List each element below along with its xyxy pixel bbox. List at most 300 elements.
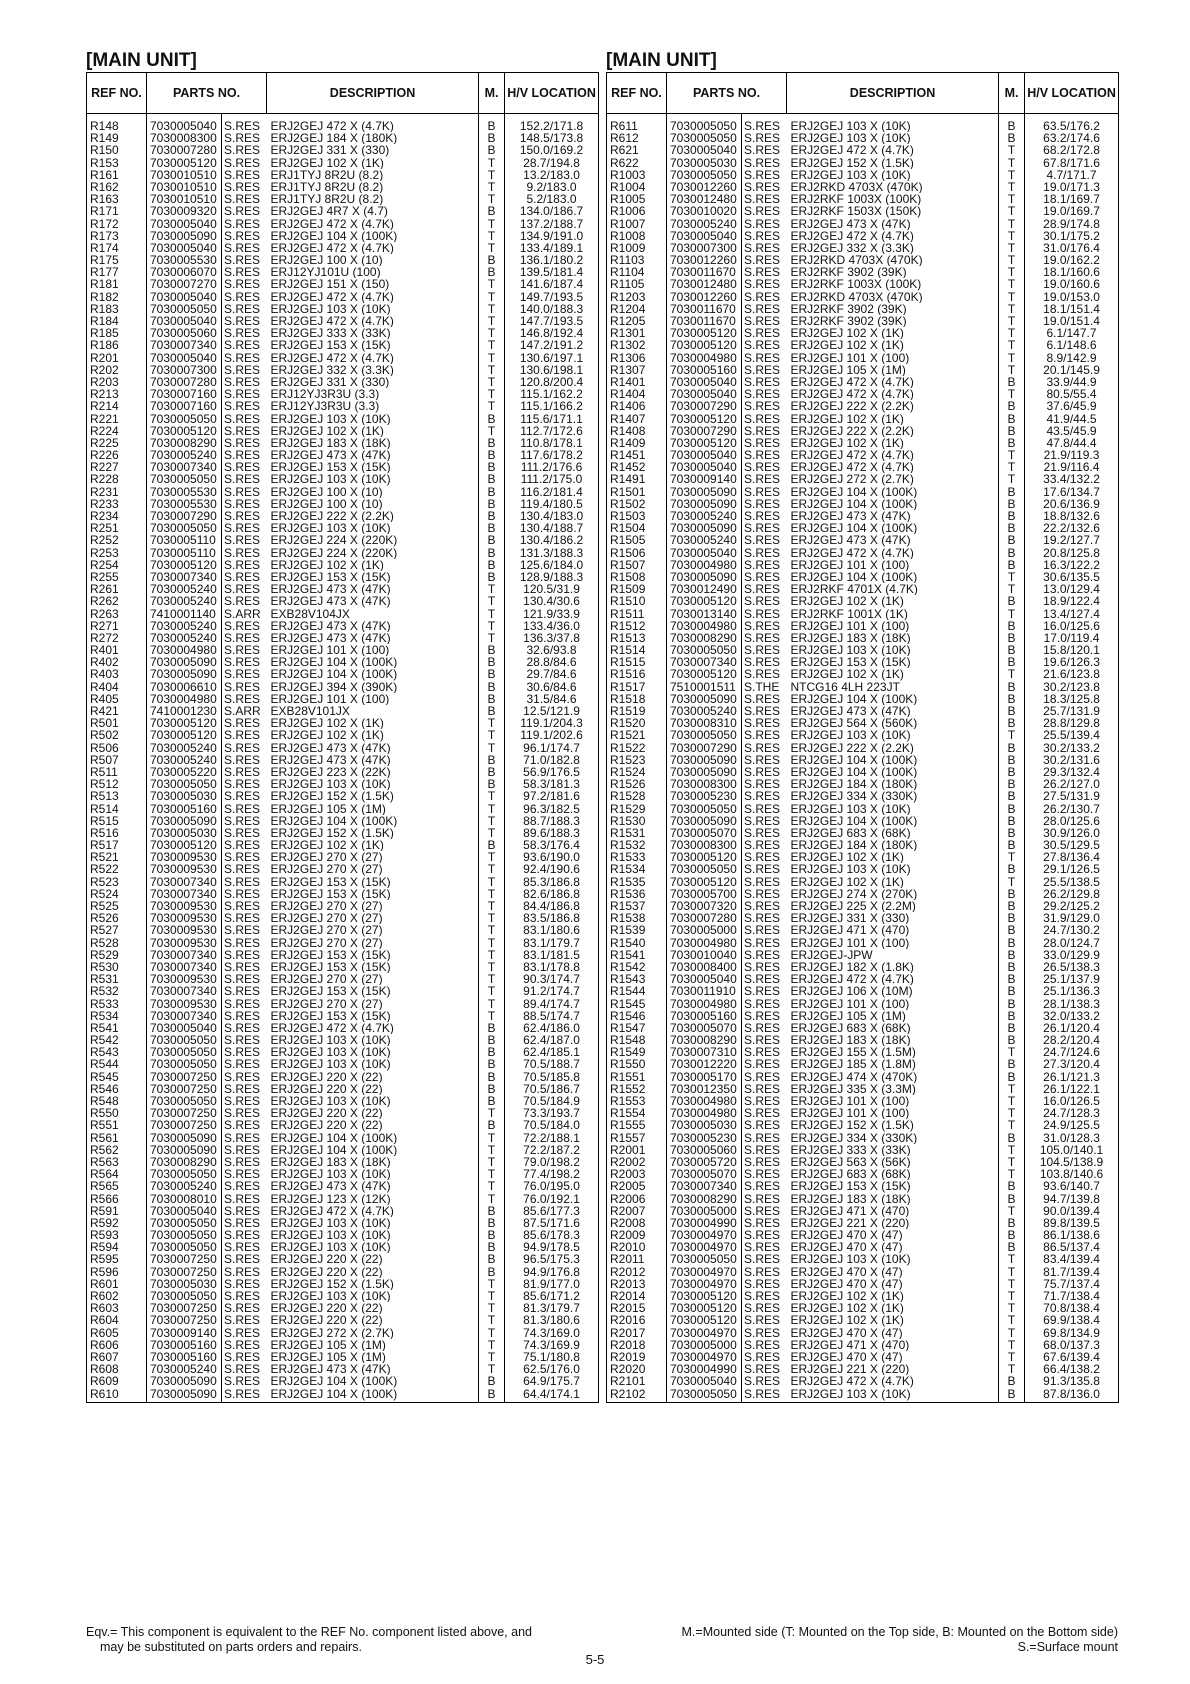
parts-no: 7030005090 — [667, 498, 742, 510]
hv-location: 28.8/84.6 — [505, 656, 599, 668]
mounted-side: T — [999, 473, 1025, 485]
parts-type: S.RES — [222, 205, 267, 217]
table-row — [607, 327, 1119, 339]
mounted-side: B — [479, 1095, 505, 1107]
mounted-side: B — [999, 632, 1025, 644]
hv-location: 76.0/195.0 — [505, 1180, 599, 1192]
hv-location: 94.9/176.8 — [505, 1266, 599, 1278]
table-row — [87, 230, 599, 242]
parts-no: 7030007250 — [147, 1119, 222, 1131]
parts-type: S.RES — [742, 1253, 787, 1265]
hv-location: 28.1/138.3 — [1025, 998, 1119, 1010]
hv-location: 28.9/174.8 — [1025, 218, 1119, 230]
hv-location: 25.7/131.9 — [1025, 705, 1119, 717]
table-row — [607, 949, 1119, 961]
ref-no: R1510 — [607, 595, 667, 607]
mounted-side: B — [479, 1229, 505, 1241]
table-row — [607, 1071, 1119, 1083]
table-row — [87, 114, 599, 133]
parts-no: 7030004980 — [667, 1107, 742, 1119]
table-row — [607, 364, 1119, 376]
parts-type: S.RES — [222, 595, 267, 607]
table-row — [607, 315, 1119, 327]
description: ERJ2GEJ 473 X (47K) — [267, 449, 479, 461]
ref-no: R1491 — [607, 473, 667, 485]
mounted-side: B — [479, 498, 505, 510]
parts-no: 7030004970 — [667, 1229, 742, 1241]
description: ERJ2GEJ 334 X (330K) — [787, 1132, 999, 1144]
parts-type: S.RES — [742, 1046, 787, 1058]
ref-no: R1452 — [607, 461, 667, 473]
mounted-side: T — [479, 717, 505, 729]
mounted-side: B — [999, 498, 1025, 510]
mounted-side: B — [479, 522, 505, 534]
parts-type: S.RES — [742, 766, 787, 778]
parts-type: S.RES — [222, 254, 267, 266]
parts-type: S.RES — [742, 778, 787, 790]
header-description: DESCRIPTION — [787, 73, 999, 114]
table-row — [607, 547, 1119, 559]
ref-no: R2018 — [607, 1339, 667, 1351]
parts-type: S.RES — [742, 595, 787, 607]
description: ERJ2GEJ 102 X (1K) — [787, 876, 999, 888]
description: ERJ2GEJ 153 X (15K) — [267, 1010, 479, 1022]
table-row — [87, 144, 599, 156]
ref-no: R542 — [87, 1034, 147, 1046]
hv-location: 75.1/180.8 — [505, 1351, 599, 1363]
description: ERJ2GEJ 152 X (1.5K) — [267, 827, 479, 839]
ref-no: R234 — [87, 510, 147, 522]
description: ERJ2GEJ 473 X (47K) — [267, 595, 479, 607]
description: ERJ2GEJ 103 X (10K) — [787, 729, 999, 741]
hv-location: 140.0/188.3 — [505, 303, 599, 315]
description: ERJ2GEJ 272 X (2.7K) — [267, 1327, 479, 1339]
parts-no: 7030004980 — [667, 937, 742, 949]
surface-mount-note: S.=Surface mount — [1017, 1640, 1118, 1654]
hv-location: 30.6/135.5 — [1025, 571, 1119, 583]
description: ERJ2GEJ 221 X (220) — [787, 1217, 999, 1229]
parts-type: S.RES — [742, 339, 787, 351]
ref-no: R1306 — [607, 352, 667, 364]
table-row — [87, 437, 599, 449]
parts-type: S.RES — [742, 364, 787, 376]
mounted-side: T — [999, 449, 1025, 461]
hv-location: 31.5/84.6 — [505, 693, 599, 705]
table-row — [87, 924, 599, 936]
hv-location: 85.6/177.3 — [505, 1205, 599, 1217]
hv-location: 24.9/125.5 — [1025, 1119, 1119, 1131]
description: ERJ2GEJ 104 X (100K) — [787, 693, 999, 705]
parts-no: 7030005530 — [147, 254, 222, 266]
hv-location: 82.6/186.8 — [505, 888, 599, 900]
mounted-side: B — [999, 973, 1025, 985]
table-row — [607, 230, 1119, 242]
parts-no: 7030005090 — [147, 1144, 222, 1156]
ref-no: R255 — [87, 571, 147, 583]
table-row — [607, 1156, 1119, 1168]
parts-no: 7030005040 — [667, 376, 742, 388]
parts-type: S.RES — [742, 425, 787, 437]
table-row — [607, 1388, 1119, 1403]
description: ERJ2GEJ 224 X (220K) — [267, 534, 479, 546]
mounted-side: B — [999, 1132, 1025, 1144]
ref-no: R262 — [87, 595, 147, 607]
parts-type: S.RES — [222, 303, 267, 315]
hv-location: 58.3/176.4 — [505, 839, 599, 851]
hv-location: 115.1/162.2 — [505, 388, 599, 400]
mounted-side: T — [479, 1351, 505, 1363]
table-row — [607, 1327, 1119, 1339]
ref-no: R544 — [87, 1058, 147, 1070]
mounted-side: T — [479, 230, 505, 242]
description: ERJ2GEJ 155 X (1.5M) — [787, 1046, 999, 1058]
parts-no: 7030007340 — [147, 961, 222, 973]
parts-no: 7030005240 — [147, 754, 222, 766]
table-row — [87, 1071, 599, 1083]
equivalent-note — [86, 1625, 596, 1655]
description: ERJ2GEJ 220 X (22) — [267, 1302, 479, 1314]
parts-no: 7030005050 — [147, 1217, 222, 1229]
parts-no: 7030005240 — [147, 632, 222, 644]
ref-no: R527 — [87, 924, 147, 936]
parts-type: S.RES — [222, 681, 267, 693]
ref-no: R1307 — [607, 364, 667, 376]
mounted-side: T — [479, 876, 505, 888]
ref-no: R2015 — [607, 1302, 667, 1314]
ref-no: R401 — [87, 644, 147, 656]
mounted-side: T — [479, 973, 505, 985]
hv-location: 37.6/45.9 — [1025, 400, 1119, 412]
mounted-side: B — [999, 778, 1025, 790]
table-row — [87, 181, 599, 193]
table-header — [87, 73, 599, 114]
mounted-side: T — [999, 1339, 1025, 1351]
ref-no: R1009 — [607, 242, 667, 254]
table-row — [607, 839, 1119, 851]
description: ERJ2GEJ 683 X (68K) — [787, 1168, 999, 1180]
table-row — [607, 425, 1119, 437]
parts-no: 7030005240 — [147, 1363, 222, 1375]
parts-no: 7030005240 — [667, 510, 742, 522]
description: ERJ2GEJ 394 X (390K) — [267, 681, 479, 693]
parts-type: S.RES — [222, 1022, 267, 1034]
table-row — [87, 1046, 599, 1058]
mounted-side: B — [999, 827, 1025, 839]
mounted-side: B — [479, 1058, 505, 1070]
mounted-side: T — [999, 1253, 1025, 1265]
mounted-side: B — [479, 449, 505, 461]
table-row — [87, 961, 599, 973]
ref-no: R1005 — [607, 193, 667, 205]
mounted-side: B — [479, 778, 505, 790]
mounted-side: T — [999, 1205, 1025, 1217]
mounted-side: B — [999, 437, 1025, 449]
ref-no: R515 — [87, 815, 147, 827]
description: ERJ12YJ3R3U (3.3) — [267, 388, 479, 400]
ref-no: R1006 — [607, 205, 667, 217]
hv-location: 128.9/188.3 — [505, 571, 599, 583]
parts-no: 7030004980 — [667, 1095, 742, 1107]
description: ERJ2GEJ 331 X (330) — [267, 376, 479, 388]
parts-no: 7030005240 — [667, 218, 742, 230]
hv-location: 68.2/172.8 — [1025, 144, 1119, 156]
description: ERJ2GEJ 103 X (10K) — [787, 132, 999, 144]
mounted-side: B — [479, 705, 505, 717]
parts-no: 7030005090 — [667, 693, 742, 705]
ref-no: R150 — [87, 144, 147, 156]
parts-no: 7030005040 — [147, 218, 222, 230]
parts-type: S.RES — [742, 729, 787, 741]
ref-no: R601 — [87, 1278, 147, 1290]
parts-type: S.RES — [742, 400, 787, 412]
mounted-side: T — [479, 595, 505, 607]
description: ERJ2GEJ 104 X (100K) — [267, 656, 479, 668]
ref-no: R1537 — [607, 900, 667, 912]
ref-no: R592 — [87, 1217, 147, 1229]
description: ERJ2GEJ 153 X (15K) — [787, 656, 999, 668]
mounted-side: B — [479, 754, 505, 766]
parts-no: 7030005240 — [147, 595, 222, 607]
description: ERJ2GEJ 101 X (100) — [267, 693, 479, 705]
hv-location: 41.9/44.5 — [1025, 413, 1119, 425]
ref-no: R153 — [87, 157, 147, 169]
parts-type: S.RES — [222, 754, 267, 766]
ref-no: R562 — [87, 1144, 147, 1156]
parts-no: 7030008300 — [147, 132, 222, 144]
unit-title-left: [MAIN UNIT] — [86, 50, 197, 71]
mounted-side: T — [479, 1363, 505, 1375]
table-row — [607, 114, 1119, 133]
description: ERJ2GEJ 473 X (47K) — [267, 583, 479, 595]
ref-no: R186 — [87, 339, 147, 351]
ref-no: R1407 — [607, 413, 667, 425]
parts-no: 7030007250 — [147, 1314, 222, 1326]
parts-no: 7030005120 — [667, 1290, 742, 1302]
mounted-side: T — [479, 949, 505, 961]
parts-no: 7030004980 — [667, 352, 742, 364]
table-row — [87, 364, 599, 376]
ref-no: R543 — [87, 1046, 147, 1058]
table-row — [87, 766, 599, 778]
hv-location: 150.0/169.2 — [505, 144, 599, 156]
parts-type: S.RES — [742, 1388, 787, 1403]
table-row — [87, 352, 599, 364]
ref-no: R2101 — [607, 1375, 667, 1387]
ref-no: R551 — [87, 1119, 147, 1131]
table-row — [607, 400, 1119, 412]
parts-type: S.RES — [742, 522, 787, 534]
hv-location: 29.1/126.5 — [1025, 863, 1119, 875]
parts-no: 7030005240 — [147, 1180, 222, 1192]
mounted-side: B — [479, 437, 505, 449]
hv-location: 131.3/188.3 — [505, 547, 599, 559]
page-number: 5-5 — [585, 1652, 605, 1667]
ref-no: R1103 — [607, 254, 667, 266]
mounted-side: B — [999, 132, 1025, 144]
parts-no: 7030005120 — [667, 339, 742, 351]
mounted-side: T — [479, 1180, 505, 1192]
parts-no: 7030012490 — [667, 583, 742, 595]
table-row — [87, 376, 599, 388]
hv-location: 120.8/200.4 — [505, 376, 599, 388]
hv-location: 5.2/183.0 — [505, 193, 599, 205]
hv-location: 80.5/55.4 — [1025, 388, 1119, 400]
ref-no: R2003 — [607, 1168, 667, 1180]
parts-no: 7030005230 — [667, 1132, 742, 1144]
table-row — [607, 705, 1119, 717]
description: EXB28V104JX — [267, 608, 479, 620]
table-row — [607, 1339, 1119, 1351]
table-row — [607, 303, 1119, 315]
mounted-side: T — [479, 242, 505, 254]
hv-location: 26.2/130.7 — [1025, 803, 1119, 815]
mounted-side: T — [999, 1095, 1025, 1107]
mounted-side: T — [999, 352, 1025, 364]
parts-type: S.RES — [222, 400, 267, 412]
ref-no: R227 — [87, 461, 147, 473]
description: ERJ2GEJ 152 X (1.5K) — [267, 1278, 479, 1290]
mounted-side: B — [479, 1241, 505, 1253]
ref-no: R2011 — [607, 1253, 667, 1265]
description: ERJ2GEJ 470 X (47) — [787, 1327, 999, 1339]
description: ERJ2GEJ 331 X (330) — [787, 912, 999, 924]
table-row — [607, 632, 1119, 644]
parts-no: 7030005530 — [147, 498, 222, 510]
ref-no: R516 — [87, 827, 147, 839]
hv-location: 97.2/181.6 — [505, 790, 599, 802]
ref-no: R1515 — [607, 656, 667, 668]
ref-no: R177 — [87, 266, 147, 278]
table-row — [87, 583, 599, 595]
parts-no: 7030011910 — [667, 985, 742, 997]
hv-location: 96.5/175.3 — [505, 1253, 599, 1265]
description: ERJ2RKD 4703X (470K) — [787, 181, 999, 193]
table-row — [607, 437, 1119, 449]
description: ERJ2GEJ 184 X (180K) — [267, 132, 479, 144]
parts-table-right — [606, 72, 1119, 1403]
description: ERJ2GEJ 472 X (4.7K) — [787, 1375, 999, 1387]
ref-no: R2001 — [607, 1144, 667, 1156]
parts-type: S.RES — [222, 729, 267, 741]
ref-no: R1555 — [607, 1119, 667, 1131]
parts-no: 7030006610 — [147, 681, 222, 693]
parts-no: 7030007280 — [147, 376, 222, 388]
parts-no: 7030010510 — [147, 193, 222, 205]
parts-no: 7030012260 — [667, 181, 742, 193]
description: ERJ2GEJ 100 X (10) — [267, 486, 479, 498]
hv-location: 117.6/178.2 — [505, 449, 599, 461]
parts-no: 7030005160 — [667, 1010, 742, 1022]
hv-location: 13.4/127.4 — [1025, 608, 1119, 620]
ref-no: R533 — [87, 998, 147, 1010]
parts-no: 7030005000 — [667, 1339, 742, 1351]
description: ERJ2GEJ 153 X (15K) — [267, 461, 479, 473]
parts-type: S.RES — [742, 1375, 787, 1387]
parts-no: 7030012350 — [667, 1083, 742, 1095]
parts-type: S.RES — [742, 1193, 787, 1205]
parts-no: 7030005120 — [667, 668, 742, 680]
mounted-side: T — [479, 1314, 505, 1326]
mounted-side: B — [479, 1119, 505, 1131]
hv-location: 90.0/139.4 — [1025, 1205, 1119, 1217]
description: ERJ2GEJ 274 X (270K) — [787, 888, 999, 900]
hv-location: 28.2/120.4 — [1025, 1034, 1119, 1046]
description: ERJ2GEJ 683 X (68K) — [787, 1022, 999, 1034]
description: ERJ2RKF 1003X (100K) — [787, 278, 999, 290]
parts-type: S.RES — [742, 181, 787, 193]
mounted-side: B — [999, 486, 1025, 498]
table-row — [87, 827, 599, 839]
description: ERJ2GEJ 104 X (100K) — [267, 815, 479, 827]
mounted-side: T — [479, 1010, 505, 1022]
hv-location: 130.4/183.0 — [505, 510, 599, 522]
mounted-side: T — [479, 327, 505, 339]
parts-no: 7030012480 — [667, 278, 742, 290]
description: ERJ2GEJ 333 X (33K) — [267, 327, 479, 339]
ref-no: R2020 — [607, 1363, 667, 1375]
parts-type: S.RES — [222, 114, 267, 133]
table-row — [607, 595, 1119, 607]
description: ERJ2GEJ 472 X (4.7K) — [787, 973, 999, 985]
mounted-side: T — [479, 1107, 505, 1119]
parts-no: 7030007290 — [147, 510, 222, 522]
table-row — [87, 1351, 599, 1363]
hv-location: 93.6/140.7 — [1025, 1180, 1119, 1192]
hv-location: 130.6/198.1 — [505, 364, 599, 376]
table-row — [607, 352, 1119, 364]
parts-no: 7030005090 — [147, 1388, 222, 1403]
table-row — [87, 1375, 599, 1387]
ref-no: R546 — [87, 1083, 147, 1095]
parts-no: 7410001230 — [147, 705, 222, 717]
parts-type: S.RES — [742, 571, 787, 583]
parts-no: 7030012260 — [667, 291, 742, 303]
description: ERJ2GEJ 153 X (15K) — [267, 949, 479, 961]
mounted-side: B — [479, 766, 505, 778]
ref-no: R1538 — [607, 912, 667, 924]
mounted-side: T — [479, 376, 505, 388]
description: ERJ2GEJ 334 X (330K) — [787, 790, 999, 802]
parts-no: 7030005110 — [147, 534, 222, 546]
mounted-side: T — [479, 961, 505, 973]
mounted-side: T — [999, 242, 1025, 254]
hv-location: 88.5/174.7 — [505, 1010, 599, 1022]
parts-no: 7030007340 — [147, 876, 222, 888]
table-row — [87, 327, 599, 339]
parts-no: 7030009530 — [147, 973, 222, 985]
ref-no: R532 — [87, 985, 147, 997]
hv-location: 84.4/186.8 — [505, 900, 599, 912]
hv-location: 92.4/190.6 — [505, 863, 599, 875]
description: ERJ2GEJ 470 X (47) — [787, 1266, 999, 1278]
parts-no: 7030007250 — [147, 1302, 222, 1314]
ref-no: R511 — [87, 766, 147, 778]
parts-no: 7030005120 — [147, 729, 222, 741]
hv-location: 19.0/153.0 — [1025, 291, 1119, 303]
ref-no: R2012 — [607, 1266, 667, 1278]
parts-type: S.RES — [222, 1241, 267, 1253]
parts-no: 7030005070 — [667, 1022, 742, 1034]
description: ERJ2GEJ 563 X (56K) — [787, 1156, 999, 1168]
table-row — [87, 1119, 599, 1131]
parts-no: 7030005000 — [667, 924, 742, 936]
parts-type: S.RES — [222, 315, 267, 327]
ref-no: R173 — [87, 230, 147, 242]
ref-no: R609 — [87, 1375, 147, 1387]
ref-no: R263 — [87, 608, 147, 620]
hv-location: 70.5/184.9 — [505, 1095, 599, 1107]
hv-location: 63.5/176.2 — [1025, 114, 1119, 133]
